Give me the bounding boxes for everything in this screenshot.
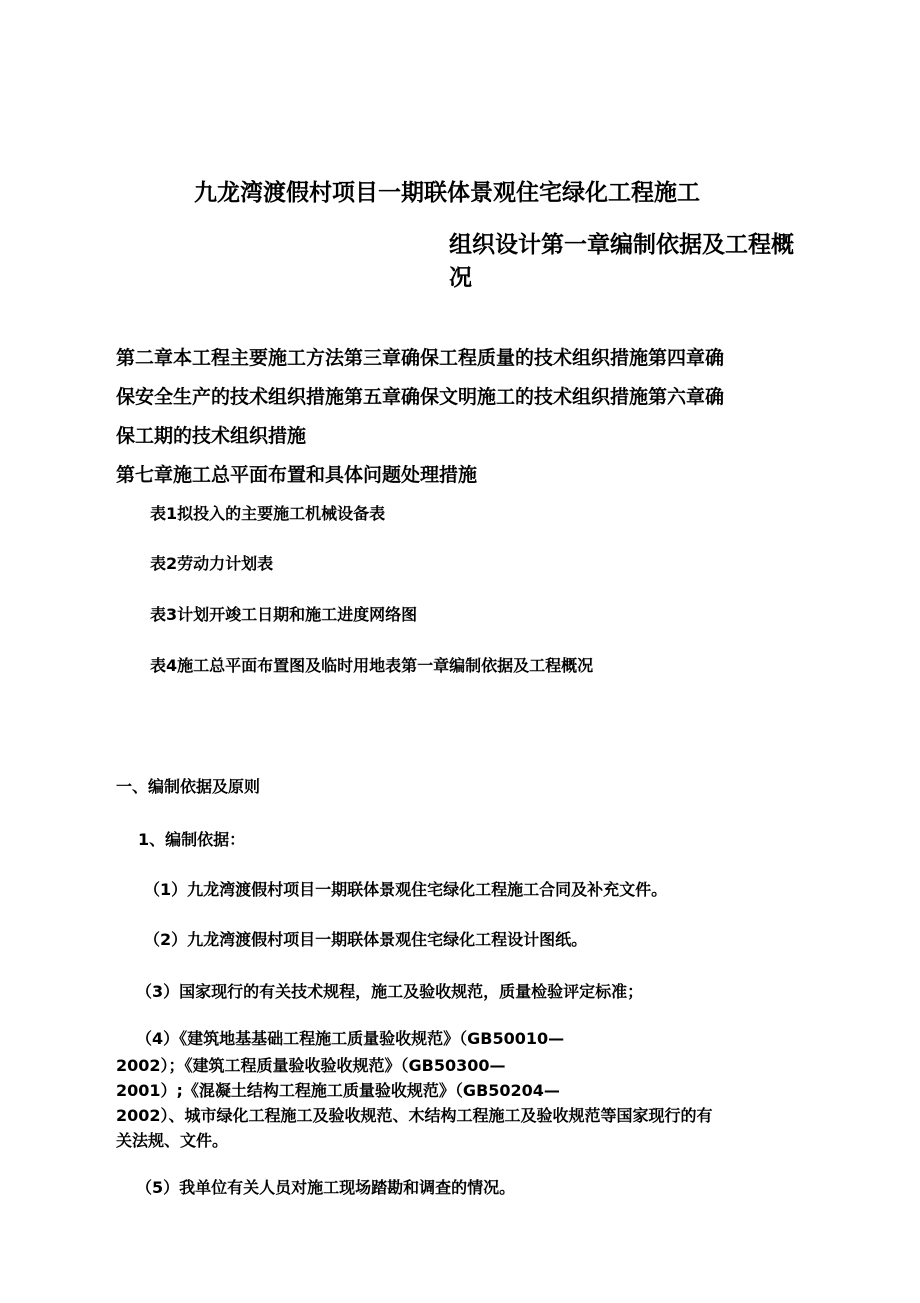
toc-chapter-line-4: 第七章施工总平面布置和具体问题处理措施 [116,464,478,486]
document-title-line-1: 九龙湾渡假村项目一期联体景观住宅绿化工程施工 [194,180,700,206]
toc-table-3: 表3计划开竣工日期和施工进度网络图 [150,605,418,624]
basis-item-2: （2）九龙湾渡假村项目一期联体景观住宅绿化工程设计图纸。 [144,930,588,949]
document-title-line-3: 况 [449,265,472,291]
basis-item-4-line-4: 2002）、城市绿化工程施工及验收规范、木结构工程施工及验收规范等国家现行的有 [116,1106,713,1125]
basis-item-5: （5）我单位有关人员对施工现场踏勘和调查的情况。 [136,1178,516,1197]
toc-table-2: 表2劳动力计划表 [150,554,274,573]
toc-chapter-line-3: 保工期的技术组织措施 [116,425,307,447]
basis-item-4-line-5: 关法规、文件。 [116,1131,229,1150]
toc-table-1: 表1拟投入的主要施工机械设备表 [150,504,386,523]
toc-table-4: 表4施工总平面布置图及临时用地表第一章编制依据及工程概况 [150,656,594,675]
toc-chapter-line-1: 第二章本工程主要施工方法第三章确保工程质量的技术组织措施第四章确 [116,347,725,369]
document-title-line-2: 组织设计第一章编制依据及工程概 [449,232,794,258]
basis-item-3: （3）国家现行的有关技术规程，施工及验收规范，质量检验评定标准； [136,982,644,1001]
basis-item-4-line-3: 2001）;《混凝土结构工程施工质量验收规范》（GB50204— [116,1081,560,1100]
basis-item-1: （1）九龙湾渡假村项目一期联体景观住宅绿化工程施工合同及补充文件。 [144,880,668,899]
section-heading: 一、编制依据及原则 [116,777,261,796]
toc-chapter-line-2: 保安全生产的技术组织措施第五章确保文明施工的技术组织措施第六章确 [116,386,725,408]
basis-item-4-line-1: （4）《建筑地基基础工程施工质量验收规范》（GB50010— [136,1029,565,1048]
section-subheading: 1、编制依据： [138,830,246,849]
basis-item-4-line-2: 2002）；《建筑工程质量验收验收规范》（GB50300— [116,1056,506,1075]
